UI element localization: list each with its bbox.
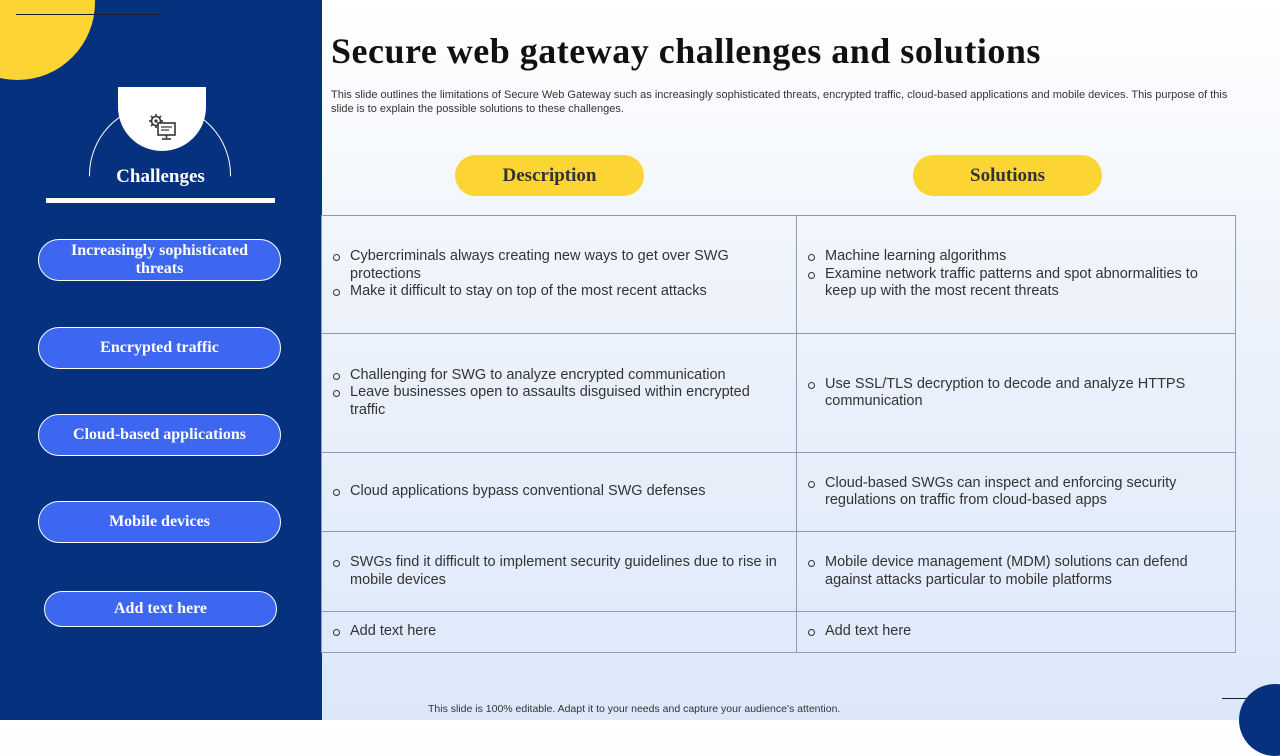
solutions-list xyxy=(805,554,1225,589)
solutions-cell xyxy=(797,452,1236,532)
table-row xyxy=(322,532,1236,612)
page-subtitle: This slide outlines the limitations of Secure Web Gateway such as increasingly sophisticated threats, encrypted traffic, cloud-based applications and mobile devices. This purpose of this slide is to explain the possible solutions to these challenges. xyxy=(331,89,1228,115)
description-list xyxy=(330,248,786,301)
decorative-line xyxy=(16,14,162,15)
list-item: Cybercriminals always creating new ways to get over SWG protections xyxy=(330,248,786,283)
challenge-sophisticated-threats[interactable]: Increasingly sophisticated threats xyxy=(38,239,281,281)
description-cell xyxy=(322,612,797,653)
table-row xyxy=(322,612,1236,653)
description-column-header: Description xyxy=(455,155,644,196)
list-item: Add text here xyxy=(330,623,786,641)
challenge-encrypted-traffic[interactable]: Encrypted traffic xyxy=(38,327,281,369)
description-list xyxy=(330,554,786,589)
list-item: Mobile device management (MDM) solutions can defend against attacks particular to mobile platforms xyxy=(805,554,1225,589)
description-list xyxy=(330,483,786,501)
sidebar xyxy=(0,0,322,720)
list-item: Challenging for SWG to analyze encrypted communication xyxy=(330,367,786,385)
solutions-cell xyxy=(797,532,1236,612)
description-cell xyxy=(322,216,797,334)
solutions-list xyxy=(805,376,1225,411)
description-cell xyxy=(322,532,797,612)
computer-gear-icon xyxy=(147,113,177,141)
list-item: Make it difficult to stay on top of the most recent attacks xyxy=(330,283,786,301)
footer-note: This slide is 100% editable. Adapt it to your needs and capture your audience's attention. xyxy=(428,703,841,715)
challenges-underline xyxy=(46,198,275,203)
table-row xyxy=(322,334,1236,452)
description-cell xyxy=(322,452,797,532)
solutions-cell xyxy=(797,216,1236,334)
challenge-cloud-applications[interactable]: Cloud-based applications xyxy=(38,414,281,456)
page-title: Secure web gateway challenges and solutions xyxy=(331,31,1041,71)
list-item: Leave businesses open to assaults disguised within encrypted traffic xyxy=(330,384,786,419)
table-row xyxy=(322,216,1236,334)
list-item: Add text here xyxy=(805,623,1225,641)
description-list xyxy=(330,367,786,420)
description-list xyxy=(330,623,786,641)
decorative-navy-circle xyxy=(1239,684,1280,756)
solutions-cell xyxy=(797,334,1236,452)
list-item: Machine learning algorithms xyxy=(805,248,1225,266)
solutions-list xyxy=(805,475,1225,510)
list-item: Examine network traffic patterns and spot abnormalities to keep up with the most recent threats xyxy=(805,266,1225,301)
decorative-yellow-circle xyxy=(0,0,95,80)
solutions-list xyxy=(805,623,1225,641)
list-item: SWGs find it difficult to implement security guidelines due to rise in mobile devices xyxy=(330,554,786,589)
list-item: Use SSL/TLS decryption to decode and analyze HTTPS communication xyxy=(805,376,1225,411)
table-row xyxy=(322,452,1236,532)
solutions-cell xyxy=(797,612,1236,653)
challenges-header: Challenges xyxy=(116,166,205,187)
challenge-add-text[interactable]: Add text here xyxy=(44,591,277,627)
solutions-column-header: Solutions xyxy=(913,155,1102,196)
solutions-list xyxy=(805,248,1225,301)
list-item: Cloud applications bypass conventional SWG defenses xyxy=(330,483,786,501)
challenges-table xyxy=(321,215,1236,653)
challenge-mobile-devices[interactable]: Mobile devices xyxy=(38,501,281,543)
list-item: Cloud-based SWGs can inspect and enforcing security regulations on traffic from cloud-based apps xyxy=(805,475,1225,510)
description-cell xyxy=(322,334,797,452)
